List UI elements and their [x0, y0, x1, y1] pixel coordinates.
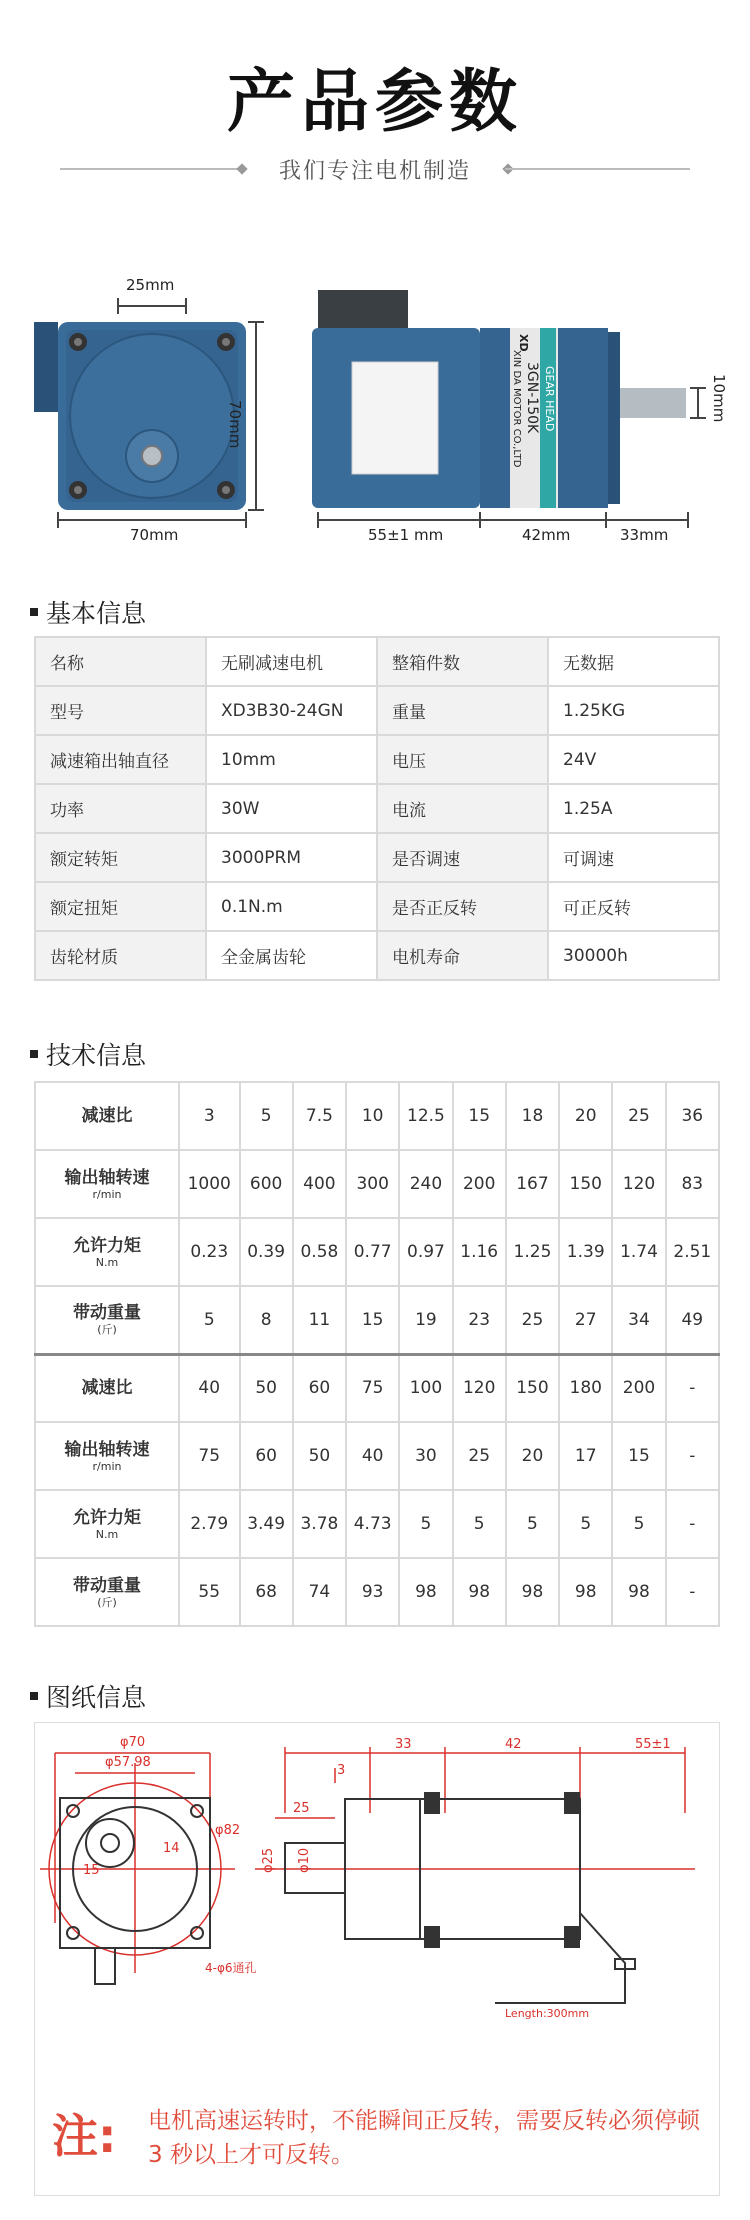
tech-label-text: 允许力矩: [73, 1507, 141, 1528]
tech-value: 25: [612, 1082, 665, 1150]
divider-right: [505, 168, 690, 170]
tech-value: 1.74: [612, 1218, 665, 1286]
tech-value: 5: [179, 1286, 240, 1354]
info-value: 24V: [548, 735, 719, 784]
info-key: 名称: [35, 637, 206, 686]
info-key: 额定转矩: [35, 833, 206, 882]
tech-value: 98: [506, 1558, 559, 1626]
tech-value: -: [666, 1558, 719, 1626]
tech-value: 1.39: [559, 1218, 612, 1286]
tech-row-label: [35, 1218, 179, 1286]
basic-info-row: [35, 637, 719, 686]
tech-unit: r/min: [92, 1187, 122, 1201]
tech-value: 5: [506, 1490, 559, 1558]
section-tech-label: 技术信息: [46, 1041, 147, 1070]
tech-value: 4.73: [346, 1490, 399, 1558]
tech-value: 98: [453, 1558, 506, 1626]
label-brand: XD: [517, 334, 530, 352]
tech-value: 120: [612, 1150, 665, 1218]
dim-side-shaft: 33mm: [620, 526, 669, 544]
info-value: 1.25A: [548, 784, 719, 833]
info-value: 0.1N.m: [206, 882, 377, 931]
tech-value: 11: [293, 1286, 346, 1354]
basic-info-row: [35, 735, 719, 784]
tech-value: 15: [453, 1082, 506, 1150]
info-value: 无刷减速电机: [206, 637, 377, 686]
tech-value: 3.78: [293, 1490, 346, 1558]
info-value: 3000PRM: [206, 833, 377, 882]
tech-unit: r/min: [92, 1459, 122, 1473]
section-basic-label: 基本信息: [46, 599, 147, 628]
tech-value: 50: [293, 1422, 346, 1490]
tech-row-label: [35, 1422, 179, 1490]
tech-value: 36: [666, 1082, 719, 1150]
tech-value: 150: [506, 1354, 559, 1422]
tech-value: 1.25: [506, 1218, 559, 1286]
tech-value: 5: [240, 1082, 293, 1150]
tech-row: [35, 1354, 719, 1422]
tech-unit: N.m: [95, 1527, 119, 1541]
tech-value: 19: [399, 1286, 452, 1354]
tech-value: 23: [453, 1286, 506, 1354]
tech-value: 68: [240, 1558, 293, 1626]
dim-shaft-offset: 25mm: [126, 276, 175, 294]
tech-value: 60: [240, 1422, 293, 1490]
drawing-holes: 4-φ6通孔: [205, 1961, 257, 1975]
tech-value: 27: [559, 1286, 612, 1354]
tech-label-text: 允许力矩: [73, 1235, 141, 1256]
tech-value: 5: [559, 1490, 612, 1558]
tech-label-text: 输出轴转速: [64, 1167, 150, 1188]
tech-value: 93: [346, 1558, 399, 1626]
tech-row-label: [35, 1286, 179, 1354]
drawing-dim-3: 3: [337, 1763, 346, 1778]
info-value: 1.25KG: [548, 686, 719, 735]
tech-value: 25: [453, 1422, 506, 1490]
tech-row: [35, 1286, 719, 1354]
tech-value: 100: [399, 1354, 452, 1422]
basic-info-row: [35, 931, 719, 980]
info-value: 全金属齿轮: [206, 931, 377, 980]
info-value: 10mm: [206, 735, 377, 784]
section-drawing: [30, 1678, 146, 1714]
subtitle-text: 我们专注电机制造: [278, 159, 471, 184]
basic-info-row: [35, 882, 719, 931]
tech-value: -: [666, 1490, 719, 1558]
tech-value: 0.23: [179, 1218, 240, 1286]
tech-value: 200: [612, 1354, 665, 1422]
tech-unit: (斤): [97, 1323, 117, 1337]
tech-value: 8: [240, 1286, 293, 1354]
tech-value: 3.49: [240, 1490, 293, 1558]
tech-value: 1000: [179, 1150, 240, 1218]
basic-info-table: [34, 636, 720, 981]
tech-value: 25: [506, 1286, 559, 1354]
tech-row-label: [35, 1558, 179, 1626]
info-value: XD3B30-24GN: [206, 686, 377, 735]
tech-row: [35, 1082, 719, 1150]
drawing-dim-d82: φ82: [215, 1823, 241, 1838]
drawing-length: Length:300mm: [505, 2007, 590, 2020]
tech-row: [35, 1150, 719, 1218]
tech-value: 74: [293, 1558, 346, 1626]
tech-value: 49: [666, 1286, 719, 1354]
tech-row-label: [35, 1082, 179, 1150]
dim-shaft-dia: 10mm: [710, 374, 728, 423]
drawing-dim-d25: φ25: [261, 1847, 276, 1873]
drawing-dim-14: 14: [163, 1841, 180, 1856]
section-marker: [30, 1692, 38, 1700]
info-key: 电流: [377, 784, 548, 833]
tech-value: 34: [612, 1286, 665, 1354]
tech-value: -: [666, 1422, 719, 1490]
tech-unit: N.m: [95, 1255, 119, 1269]
dim-front-width: 70mm: [130, 526, 179, 544]
tech-value: 75: [179, 1422, 240, 1490]
tech-value: 12.5: [399, 1082, 452, 1150]
tech-label-text: 减速比: [81, 1106, 133, 1126]
info-value: 可正反转: [548, 882, 719, 931]
tech-row: [35, 1422, 719, 1490]
tech-value: 20: [506, 1422, 559, 1490]
label-company: XIN DA MOTOR CO.,LTD: [511, 350, 522, 468]
drawing-dim-15: 15: [83, 1863, 100, 1878]
tech-value: 5: [612, 1490, 665, 1558]
info-value: 可调速: [548, 833, 719, 882]
tech-label-text: 减速比: [81, 1378, 133, 1399]
info-key: 电压: [377, 735, 548, 784]
label-model: 3GN-150K: [524, 362, 540, 434]
info-value: 30W: [206, 784, 377, 833]
motor-illustration: [0, 270, 750, 560]
tech-value: 200: [453, 1150, 506, 1218]
tech-value: 15: [346, 1286, 399, 1354]
tech-value: 0.39: [240, 1218, 293, 1286]
tech-value: 2.79: [179, 1490, 240, 1558]
tech-row-label: [35, 1150, 179, 1218]
info-key: 是否调速: [377, 833, 548, 882]
info-value: 30000h: [548, 931, 719, 980]
tech-value: 17: [559, 1422, 612, 1490]
tech-value: 10: [346, 1082, 399, 1150]
tech-value: 400: [293, 1150, 346, 1218]
info-value: 无数据: [548, 637, 719, 686]
info-key: 是否正反转: [377, 882, 548, 931]
tech-value: 40: [346, 1422, 399, 1490]
tech-value: 75: [346, 1354, 399, 1422]
section-marker: [30, 608, 38, 616]
info-key: 重量: [377, 686, 548, 735]
section-basic: [30, 594, 146, 630]
drawing-dim-d5798: φ57.98: [105, 1755, 151, 1770]
tech-value: 0.77: [346, 1218, 399, 1286]
basic-info-row: [35, 784, 719, 833]
label-gearhead: GEAR HEAD: [543, 366, 556, 432]
note-text: 电机高速运转时，不能瞬间正反转，需要反转必须停顿 3 秒以上才可反转。: [148, 2108, 700, 2168]
tech-value: 40: [179, 1354, 240, 1422]
tech-row: [35, 1490, 719, 1558]
tech-value: 5: [453, 1490, 506, 1558]
tech-value: 60: [293, 1354, 346, 1422]
tech-value: 18: [506, 1082, 559, 1150]
dim-front-height: 70mm: [226, 400, 244, 449]
tech-value: 2.51: [666, 1218, 719, 1286]
tech-value: 15: [612, 1422, 665, 1490]
tech-value: 3: [179, 1082, 240, 1150]
tech-value: 167: [506, 1150, 559, 1218]
tech-value: 1.16: [453, 1218, 506, 1286]
tech-value: 300: [346, 1150, 399, 1218]
tech-value: 0.97: [399, 1218, 452, 1286]
info-key: 额定扭矩: [35, 882, 206, 931]
tech-row: [35, 1218, 719, 1286]
tech-value: 98: [612, 1558, 665, 1626]
info-key: 齿轮材质: [35, 931, 206, 980]
tech-value: 20: [559, 1082, 612, 1150]
tech-value: 55: [179, 1558, 240, 1626]
tech-value: -: [666, 1354, 719, 1422]
tech-label-text: 带动重量: [73, 1575, 141, 1596]
section-drawing-label: 图纸信息: [46, 1683, 147, 1712]
tech-value: 83: [666, 1150, 719, 1218]
drawing-dim-42: 42: [505, 1737, 522, 1752]
drawing-dim-55: 55±1: [635, 1737, 671, 1752]
dim-side-body: 55±1 mm: [368, 526, 444, 544]
section-tech: [30, 1036, 146, 1072]
dim-side-gear: 42mm: [522, 526, 571, 544]
tech-value: 5: [399, 1490, 452, 1558]
tech-info-table: [34, 1081, 720, 1627]
tech-label-text: 带动重量: [73, 1303, 141, 1324]
subtitle: [60, 152, 690, 186]
tech-value: 7.5: [293, 1082, 346, 1150]
info-key: 减速箱出轴直径: [35, 735, 206, 784]
info-key: 电机寿命: [377, 931, 548, 980]
tech-value: 30: [399, 1422, 452, 1490]
basic-info-row: [35, 686, 719, 735]
tech-value: 0.58: [293, 1218, 346, 1286]
page-title: 产品参数: [226, 63, 523, 142]
tech-value: 150: [559, 1150, 612, 1218]
drawing-dim-33: 33: [395, 1737, 412, 1752]
info-key: 整箱件数: [377, 637, 548, 686]
drawing-dim-d70: φ70: [120, 1735, 146, 1750]
note-label: 注:: [52, 2109, 117, 2163]
tech-value: 120: [453, 1354, 506, 1422]
info-key: 型号: [35, 686, 206, 735]
tech-value: 180: [559, 1354, 612, 1422]
tech-value: 240: [399, 1150, 452, 1218]
tech-row-label: [35, 1354, 179, 1422]
tech-row-label: [35, 1490, 179, 1558]
tech-value: 98: [559, 1558, 612, 1626]
tech-value: 98: [399, 1558, 452, 1626]
tech-unit: (斤): [97, 1595, 117, 1609]
tech-label-text: 输出轴转速: [64, 1439, 150, 1460]
tech-value: 600: [240, 1150, 293, 1218]
tech-value: 50: [240, 1354, 293, 1422]
tech-row: [35, 1558, 719, 1626]
drawing-dim-25: 25: [293, 1801, 310, 1816]
drawing-dim-d10: φ10: [297, 1847, 312, 1873]
product-photo: [0, 270, 750, 560]
section-marker: [30, 1050, 38, 1058]
basic-info-row: [35, 833, 719, 882]
info-key: 功率: [35, 784, 206, 833]
